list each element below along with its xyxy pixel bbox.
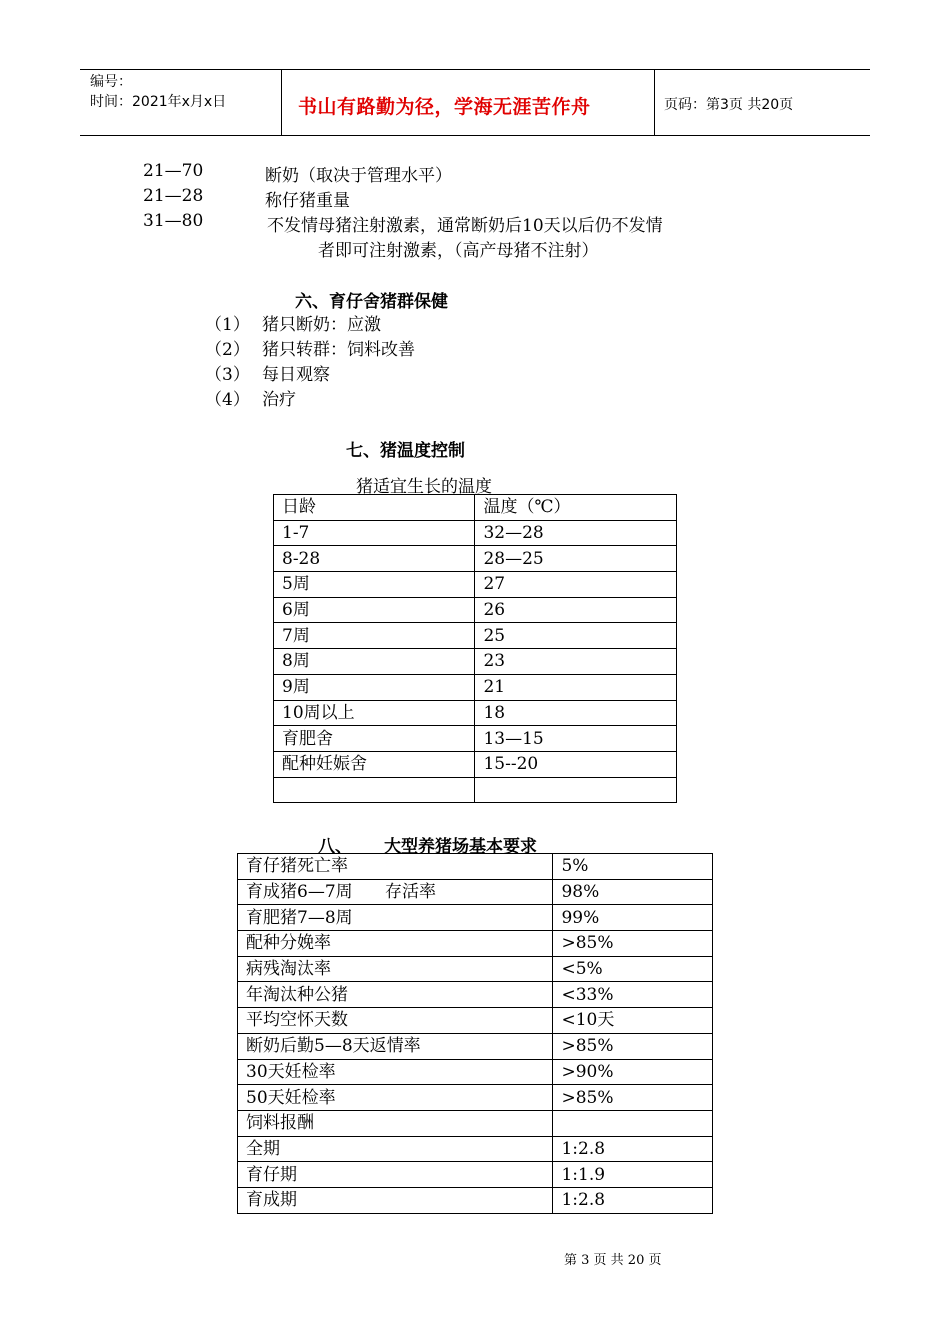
table-cell: 26 — [475, 597, 677, 623]
table-cell: 21 — [475, 674, 677, 700]
table-header-cell: 温度（℃） — [475, 495, 677, 521]
temperature-table — [273, 494, 677, 803]
table-cell: 15--20 — [475, 751, 677, 777]
table-cell: 9周 — [274, 674, 475, 700]
list-item-number: （4） — [205, 390, 250, 410]
table-cell: 育肥猪7—8周 — [238, 905, 553, 931]
section8-title: 大型养猪场基本要求 — [384, 837, 537, 857]
table-cell: 病残淘汰率 — [238, 956, 553, 982]
schedule-item: 不发情母猪注射激素，通常断奶后10天以后仍不发情 — [267, 216, 663, 236]
page-footer: 第 3 页 共 20 页 — [564, 1253, 662, 1268]
list-item-text: 猪只转群：饲料改善 — [262, 340, 415, 360]
table-header-cell: 日龄 — [274, 495, 475, 521]
table-row — [238, 879, 713, 905]
table-cell: 饲料报酬 — [238, 1110, 553, 1136]
table-row — [238, 956, 713, 982]
table-row — [238, 1059, 713, 1085]
list-item-text: 治疗 — [262, 390, 296, 410]
table-cell: 6周 — [274, 597, 475, 623]
header-bottom-rule — [80, 135, 870, 136]
header-top-rule — [80, 69, 870, 70]
section6-title: 六、育仔舍猪群保健 — [295, 292, 448, 312]
table-row — [238, 905, 713, 931]
header-time-label: 时间：2021年x月x日 — [90, 94, 227, 110]
header-divider-left — [281, 69, 282, 136]
schedule-item: 断奶（取决于管理水平） — [265, 166, 452, 186]
table-cell: 育仔期 — [238, 1162, 553, 1188]
table-cell: 30天妊检率 — [238, 1059, 553, 1085]
table-row — [238, 1187, 713, 1213]
temperature-table-caption: 猪适宜生长的温度 — [356, 477, 492, 497]
table-cell: 27 — [475, 572, 677, 598]
table-cell: 1:1.9 — [553, 1162, 713, 1188]
table-row — [238, 982, 713, 1008]
table-cell: 配种分娩率 — [238, 931, 553, 957]
list-item-text: 猪只断奶：应激 — [262, 315, 381, 335]
table-cell: 13—15 — [475, 726, 677, 752]
table-row — [238, 1033, 713, 1059]
table-row — [274, 674, 677, 700]
table-cell: >85% — [553, 1085, 713, 1111]
table-cell: 1-7 — [274, 520, 475, 546]
schedule-item: 称仔猪重量 — [265, 191, 350, 211]
table-row — [274, 520, 677, 546]
table-cell: 1:2.8 — [553, 1187, 713, 1213]
table-cell: <5% — [553, 956, 713, 982]
table-cell: <10天 — [553, 1008, 713, 1034]
table-cell: 1:2.8 — [553, 1136, 713, 1162]
section8-title-number: 八、 — [318, 837, 352, 857]
table-cell: 18 — [475, 700, 677, 726]
list-item-number: （2） — [205, 340, 250, 360]
table-cell: >90% — [553, 1059, 713, 1085]
list-item-text: 每日观察 — [262, 365, 330, 385]
schedule-days: 21—28 — [143, 186, 204, 206]
table-cell — [475, 777, 677, 803]
table-row — [274, 726, 677, 752]
schedule-item-continued: 者即可注射激素，（高产母猪不注射） — [318, 241, 599, 261]
table-cell: >85% — [553, 1033, 713, 1059]
list-item-number: （1） — [205, 315, 250, 335]
table-cell — [274, 777, 475, 803]
table-cell: 年淘汰种公猪 — [238, 982, 553, 1008]
table-cell: 23 — [475, 649, 677, 675]
schedule-days: 21—70 — [143, 161, 204, 181]
table-cell: 8-28 — [274, 546, 475, 572]
table-row — [274, 700, 677, 726]
schedule-days: 31—80 — [143, 211, 204, 231]
table-cell: 25 — [475, 623, 677, 649]
table-cell: <33% — [553, 982, 713, 1008]
header-motto: 书山有路勤为径，学海无涯苦作舟 — [298, 96, 591, 118]
table-cell: 全期 — [238, 1136, 553, 1162]
table-cell: 28—25 — [475, 546, 677, 572]
table-row — [274, 546, 677, 572]
table-row — [274, 572, 677, 598]
table-cell: 99% — [553, 905, 713, 931]
table-cell: 32—28 — [475, 520, 677, 546]
table-cell: 5周 — [274, 572, 475, 598]
table-cell: 5% — [553, 854, 713, 880]
table-row — [274, 649, 677, 675]
table-row — [238, 1136, 713, 1162]
table-row — [238, 854, 713, 880]
table-cell: 8周 — [274, 649, 475, 675]
table-cell: 配种妊娠舍 — [274, 751, 475, 777]
table-header-row — [274, 495, 677, 521]
table-row — [274, 751, 677, 777]
table-row — [238, 1008, 713, 1034]
table-cell: 98% — [553, 879, 713, 905]
header-divider-right — [654, 69, 655, 136]
table-row — [274, 597, 677, 623]
table-cell: 育成猪6—7周 存活率 — [238, 879, 553, 905]
table-cell: 育仔猪死亡率 — [238, 854, 553, 880]
table-cell: 平均空怀天数 — [238, 1008, 553, 1034]
table-cell: 育成期 — [238, 1187, 553, 1213]
header-page-label: 页码：第3页 共20页 — [664, 97, 794, 113]
table-cell: 50天妊检率 — [238, 1085, 553, 1111]
header-code-label: 编号： — [90, 74, 132, 90]
table-cell: 10周以上 — [274, 700, 475, 726]
table-row — [238, 1162, 713, 1188]
section7-title: 七、猪温度控制 — [346, 441, 465, 461]
table-cell: 断奶后勤5—8天返情率 — [238, 1033, 553, 1059]
table-cell — [553, 1110, 713, 1136]
table-cell: >85% — [553, 931, 713, 957]
table-row — [274, 623, 677, 649]
table-cell: 育肥舍 — [274, 726, 475, 752]
table-row — [274, 777, 677, 803]
list-item-number: （3） — [205, 365, 250, 385]
table-cell: 7周 — [274, 623, 475, 649]
table-row — [238, 1110, 713, 1136]
table-row — [238, 1085, 713, 1111]
table-row — [238, 931, 713, 957]
requirements-table — [237, 853, 713, 1214]
